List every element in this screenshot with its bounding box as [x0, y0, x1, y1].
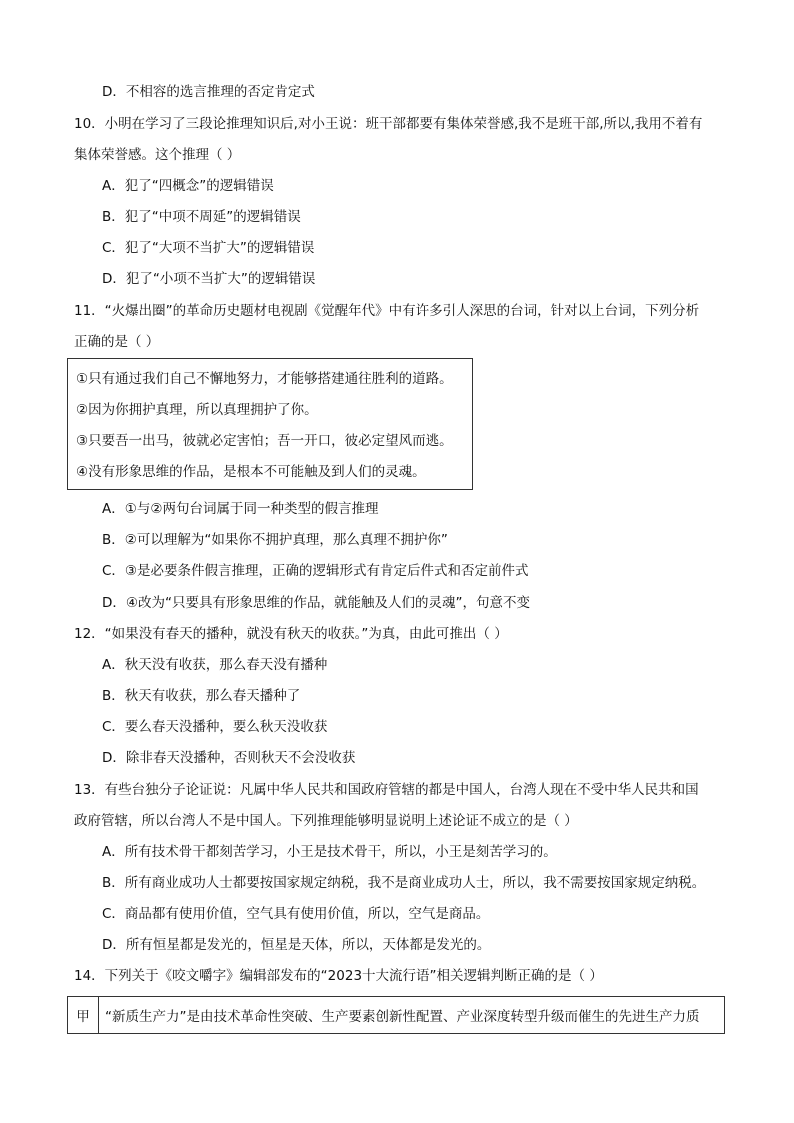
q13-option-b: B．所有商业成功人士都要按国家规定纳税，我不是商业成功人士，所以，我不需要按国家规定纳税。: [102, 875, 706, 891]
table-label-cell: 甲: [68, 997, 99, 1033]
q10-option-d: D．犯了“小项不当扩大”的逻辑错误: [102, 271, 316, 287]
q11-stem-1: 11．“火爆出圈”的革命历史题材电视剧《觉醒年代》中有许多引人深思的台词，针对以上台词，下列分析: [74, 303, 700, 319]
q13-option-a: A．所有技术骨干都刻苦学习，小王是技术骨干，所以，小王是刻苦学习的。: [102, 844, 557, 860]
q11-option-b: B．②可以理解为“如果你不拥护真理，那么真理不拥护你”: [102, 532, 448, 548]
q12-option-b: B．秋天有收获，那么春天播种了: [102, 688, 301, 704]
quote-3: ③只要吾一出马，彼就必定害怕；吾一开口，彼必定望风而逃。: [76, 433, 453, 449]
q10-stem-1: 10．小明在学习了三段论推理知识后,对小王说：班干部都要有集体荣誉感,我不是班干部,所以,我用不着有: [74, 116, 703, 132]
q13-option-d: D．所有恒星都是发光的，恒星是天体，所以，天体都是发光的。: [102, 937, 491, 953]
option-d-prev: D．不相容的选言推理的否定肯定式: [102, 84, 315, 100]
q13-stem-2: 政府管辖，所以台湾人不是中国人。下列推理能够明显说明上述论证不成立的是（ ）: [74, 813, 578, 829]
q13-option-c: C．商品都有使用价值，空气具有使用价值，所以，空气是商品。: [102, 906, 490, 922]
quote-1: ①只有通过我们自己不懈地努力，才能够搭建通往胜利的道路。: [76, 371, 453, 387]
q11-option-c: C．③是必要条件假言推理，正确的逻辑形式有肯定后件式和否定前件式: [102, 563, 529, 579]
q13-stem-1: 13．有些台独分子论证说：凡属中华人民共和国政府管辖的都是中国人，台湾人现在不受中华人民共和国: [74, 782, 699, 798]
quote-box: [67, 358, 473, 490]
q12-stem: 12．“如果没有春天的播种，就没有秋天的收获。”为真，由此可推出（ ）: [74, 626, 508, 642]
q11-option-a: A．①与②两句台词属于同一种类型的假言推理: [102, 501, 379, 517]
q12-option-a: A．秋天没有收获，那么春天没有播种: [102, 657, 328, 673]
quote-2: ②因为你拥护真理，所以真理拥护了你。: [76, 402, 318, 418]
q11-option-d: D．④改为“只要具有形象思维的作品，就能触及人们的灵魂”，句意不变: [102, 595, 530, 611]
q12-option-c: C．要么春天没播种，要么秋天没收获: [102, 719, 328, 735]
q14-stem: 14．下列关于《咬文嚼字》编辑部发布的“2023十大流行语”相关逻辑判断正确的是（ ）: [74, 968, 603, 984]
q12-option-d: D．除非春天没播种，否则秋天不会没收获: [102, 750, 356, 766]
table-text-cell: “新质生产力”是由技术革命性突破、生产要素创新性配置、产业深度转型升级而催生的先进生产力质: [105, 1009, 700, 1025]
quote-4: ④没有形象思维的作品，是根本不可能触及到人们的灵魂。: [76, 464, 426, 480]
q11-stem-2: 正确的是（ ）: [74, 334, 160, 350]
q10-stem-2: 集体荣誉感。这个推理（ ）: [74, 147, 241, 163]
q10-option-b: B．犯了“中项不周延”的逻辑错误: [102, 209, 301, 225]
q10-option-c: C．犯了“大项不当扩大”的逻辑错误: [102, 240, 315, 256]
q14-table: [67, 996, 725, 1034]
q10-option-a: A．犯了“四概念”的逻辑错误: [102, 178, 274, 194]
